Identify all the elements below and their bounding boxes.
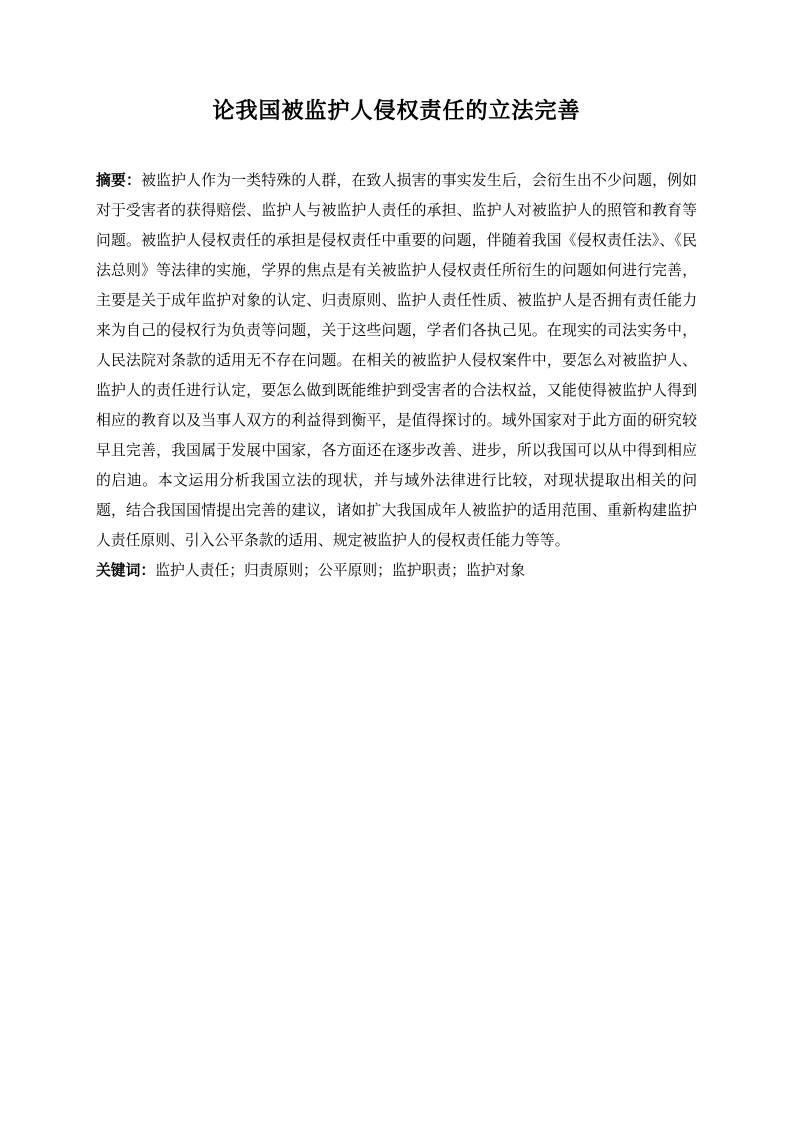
keywords-paragraph <box>96 556 697 586</box>
keywords-text: 监护人责任；归责原则；公平原则；监护职责；监护对象 <box>155 563 526 579</box>
abstract-label: 摘要： <box>96 173 142 189</box>
keywords-label: 关键词： <box>96 563 156 579</box>
abstract-paragraph <box>96 166 697 556</box>
abstract-text: 被监护人作为一类特殊的人群，在致人损害的事实发生后，会衍生出不少问题，例如对于受害者的获得赔偿、监护人与被监护人责任的承担、监护人对被监护人的照管和教育等问题。被监护人侵权责任的承担是侵权责任中重要的问题，伴随着我国《侵权责任法》、《民法总则》等法律的实施，学界的焦点是有关被监护人侵权责任所衍生的问题如何进行完善，主要是关于成年监护对象的认定、归责原则、监护人责任性质、被监护人是否拥有责任能力来为自己的侵权行为负责等问题，关于这些问题，学者们各执己见。在现实的司法实务中，人民法院对条款的适用无不存在问题。在相关的被监护人侵权案件中，要怎么对被监护人、监护人的责任进行认定，要怎么做到既能维护到受害者的合法权益，又能使得被监护人得到相应的教育以及当事人双方的利益得到衡平，是值得探讨的。域外国家对于此方面的研究较早且完善，我国属于发展中国家，各方面还在逐步改善、进步，所以我国可以从中得到相应的启迪。本文运用分析我国立法的现状，并与域外法律进行比较，对现状提取出相关的问题，结合我国国情提出完善的建议，诸如扩大我国成年人被监护的适用范围、重新构建监护人责任原则、引入公平条款的适用、规定被监护人的侵权责任能力等等。 <box>96 173 697 549</box>
page-title: 论我国被监护人侵权责任的立法完善 <box>212 98 581 123</box>
